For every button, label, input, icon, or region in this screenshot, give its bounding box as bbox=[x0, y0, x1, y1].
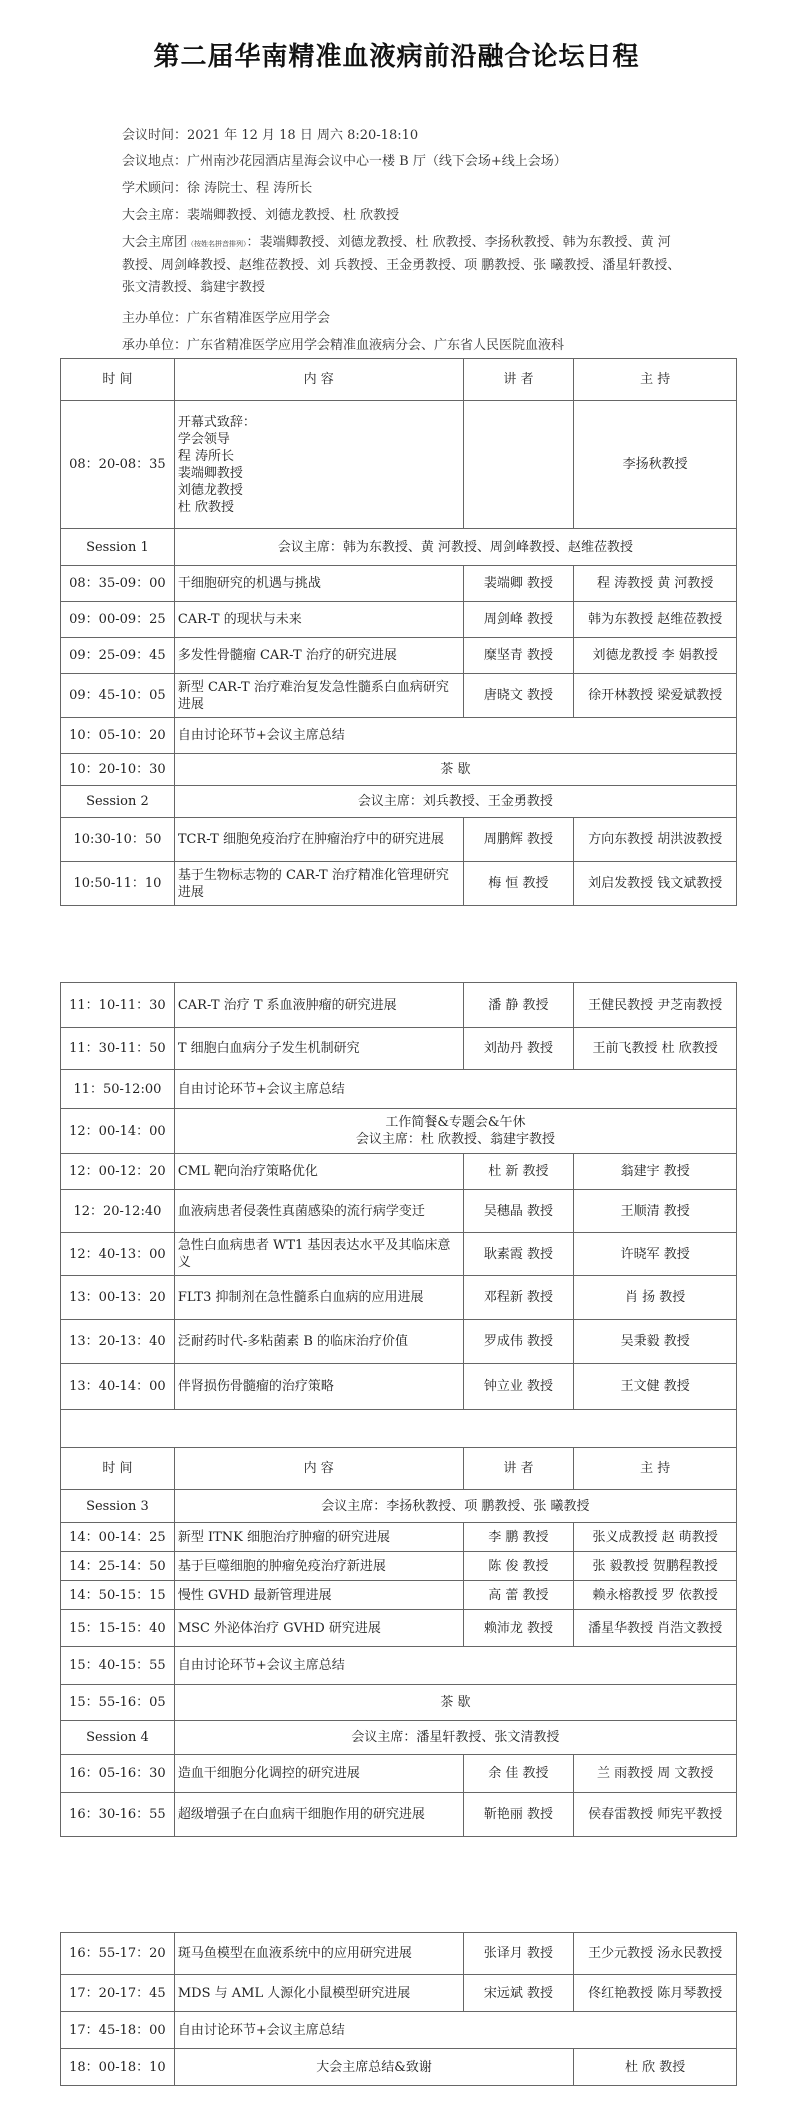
row-host: 方向东教授 胡洪波教授 bbox=[574, 818, 737, 862]
row-host: 王少元教授 汤永民教授 bbox=[574, 1933, 737, 1975]
row-time: 15：15-15：40 bbox=[61, 1610, 175, 1647]
row-content: 茶 歇 bbox=[174, 754, 736, 786]
row-time: 14：50-15：15 bbox=[61, 1581, 175, 1610]
row-speaker: 糜坚青 教授 bbox=[463, 638, 574, 674]
presidium-label: 大会主席团 bbox=[122, 235, 188, 250]
row-content: 大会主席总结&致谢 bbox=[174, 2049, 573, 2086]
table-row bbox=[61, 983, 737, 1028]
schedule-table-midday bbox=[60, 982, 737, 1837]
row-time: 09：00-09：25 bbox=[61, 602, 175, 638]
table-row bbox=[61, 1190, 737, 1233]
header-host: 主 持 bbox=[574, 359, 737, 401]
row-content: 干细胞研究的机遇与挑战 bbox=[174, 566, 463, 602]
lunch-chairs: 会议主席：杜 欣教授、翁建宇教授 bbox=[355, 1132, 555, 1147]
row-content: 急性白血病患者 WT1 基因表达水平及其临床意义 bbox=[174, 1233, 463, 1276]
row-time: 12：40-13：00 bbox=[61, 1233, 175, 1276]
row-content: 茶 歇 bbox=[174, 1685, 736, 1721]
lunch-title: 工作简餐&专题会&午休 bbox=[385, 1115, 526, 1130]
row-host: 刘德龙教授 李 娟教授 bbox=[574, 638, 737, 674]
row-time: 16：05-16：30 bbox=[61, 1755, 175, 1793]
session-row bbox=[61, 1721, 737, 1755]
table-row bbox=[61, 1610, 737, 1647]
row-time: 13：20-13：40 bbox=[61, 1320, 175, 1364]
row-content: 多发性骨髓瘤 CAR-T 治疗的研究进展 bbox=[174, 638, 463, 674]
row-time: 08：35-09：00 bbox=[61, 566, 175, 602]
table-row bbox=[61, 1154, 737, 1190]
row-time: 18：00-18：10 bbox=[61, 2049, 175, 2086]
row-content: 新型 ITNK 细胞治疗肿瘤的研究进展 bbox=[174, 1523, 463, 1552]
table-header-row bbox=[61, 359, 737, 401]
row-content: 泛耐药时代-多粘菌素 B 的临床治疗价值 bbox=[174, 1320, 463, 1364]
row-speaker: 宋远斌 教授 bbox=[463, 1975, 574, 2012]
row-content: 慢性 GVHD 最新管理进展 bbox=[174, 1581, 463, 1610]
discussion-row bbox=[61, 718, 737, 754]
row-content: CAR-T 治疗 T 系血液肿瘤的研究进展 bbox=[174, 983, 463, 1028]
session-label: Session 3 bbox=[61, 1490, 175, 1523]
row-host: 刘启发教授 钱文斌教授 bbox=[574, 862, 737, 906]
row-speaker: 张译月 教授 bbox=[463, 1933, 574, 1975]
table-row bbox=[61, 1552, 737, 1581]
presidium-note: （按姓名拼音排列） bbox=[187, 240, 247, 248]
row-host: 吴秉毅 教授 bbox=[574, 1320, 737, 1364]
table-row bbox=[61, 1975, 737, 2012]
row-speaker: 邓程新 教授 bbox=[463, 1276, 574, 1320]
header-time: 时 间 bbox=[61, 1448, 175, 1490]
row-host: 赖永榕教授 罗 依教授 bbox=[574, 1581, 737, 1610]
row-time: 13：00-13：20 bbox=[61, 1276, 175, 1320]
table-row bbox=[61, 566, 737, 602]
row-speaker: 周鹏辉 教授 bbox=[463, 818, 574, 862]
row-host: 许晓军 教授 bbox=[574, 1233, 737, 1276]
row-speaker: 耿素霞 教授 bbox=[463, 1233, 574, 1276]
row-host: 韩为东教授 赵维莅教授 bbox=[574, 602, 737, 638]
tea-break-row bbox=[61, 1685, 737, 1721]
row-host: 侯春雷教授 师宪平教授 bbox=[574, 1793, 737, 1837]
row-time: 11：30-11：50 bbox=[61, 1028, 175, 1070]
row-speaker: 吴穗晶 教授 bbox=[463, 1190, 574, 1233]
table-row bbox=[61, 1320, 737, 1364]
table-row bbox=[61, 638, 737, 674]
row-host: 王文健 教授 bbox=[574, 1364, 737, 1410]
table-row bbox=[61, 1276, 737, 1320]
opening-content: 开幕式致辞： 学会领导 程 涛所长 裴端卿教授 刘德龙教授 杜 欣教授 bbox=[174, 401, 463, 529]
row-time: 12：20-12:40 bbox=[61, 1190, 175, 1233]
row-content: FLT3 抑制剂在急性髓系白血病的应用进展 bbox=[174, 1276, 463, 1320]
row-content: 新型 CAR-T 治疗难治复发急性髓系白血病研究进展 bbox=[174, 674, 463, 718]
row-content: 伴肾损伤骨髓瘤的治疗策略 bbox=[174, 1364, 463, 1410]
lunch-row bbox=[61, 1109, 737, 1154]
row-speaker: 钟立业 教授 bbox=[463, 1364, 574, 1410]
presidium bbox=[122, 232, 682, 299]
row-time: 17：20-17：45 bbox=[61, 1975, 175, 2012]
tea-break-row bbox=[61, 754, 737, 786]
session-chairs: 会议主席：韩为东教授、黄 河教授、周剑峰教授、赵维莅教授 bbox=[174, 529, 736, 566]
row-host: 程 涛教授 黄 河教授 bbox=[574, 566, 737, 602]
row-host: 佟红艳教授 陈月琴教授 bbox=[574, 1975, 737, 2012]
academic-advisor: 学术顾问：徐 涛院士、程 涛所长 bbox=[122, 181, 313, 196]
row-host: 翁建宇 教授 bbox=[574, 1154, 737, 1190]
row-content: 基于生物标志物的 CAR-T 治疗精准化管理研究进展 bbox=[174, 862, 463, 906]
row-speaker bbox=[463, 401, 574, 529]
row-content: CML 靶向治疗策略优化 bbox=[174, 1154, 463, 1190]
session-label: Session 4 bbox=[61, 1721, 175, 1755]
row-time: 08：20-08：35 bbox=[61, 401, 175, 529]
row-host: 李扬秋教授 bbox=[574, 401, 737, 529]
discussion-row bbox=[61, 2012, 737, 2049]
row-content: 基于巨噬细胞的肿瘤免疫治疗新进展 bbox=[174, 1552, 463, 1581]
table-row bbox=[61, 818, 737, 862]
table-row bbox=[61, 674, 737, 718]
row-host: 潘星华教授 肖浩文教授 bbox=[574, 1610, 737, 1647]
lunch-content bbox=[174, 1109, 736, 1154]
row-time: 12：00-14：00 bbox=[61, 1109, 175, 1154]
session-chairs: 会议主席：李扬秋教授、项 鹏教授、张 曦教授 bbox=[174, 1490, 736, 1523]
row-content: 自由讨论环节+会议主席总结 bbox=[174, 2012, 736, 2049]
row-host: 王前飞教授 杜 欣教授 bbox=[574, 1028, 737, 1070]
row-speaker: 潘 静 教授 bbox=[463, 983, 574, 1028]
table-row bbox=[61, 1364, 737, 1410]
row-speaker: 陈 俊 教授 bbox=[463, 1552, 574, 1581]
row-time: 14：00-14：25 bbox=[61, 1523, 175, 1552]
row-host: 杜 欣 教授 bbox=[574, 2049, 737, 2086]
row-content: T 细胞白血病分子发生机制研究 bbox=[174, 1028, 463, 1070]
row-content: 自由讨论环节+会议主席总结 bbox=[174, 1647, 736, 1685]
discussion-row bbox=[61, 1647, 737, 1685]
row-speaker: 刘劼丹 教授 bbox=[463, 1028, 574, 1070]
page-title: 第二届华南精准血液病前沿融合论坛日程 bbox=[153, 42, 640, 72]
row-content: 自由讨论环节+会议主席总结 bbox=[174, 718, 736, 754]
row-time: 15：40-15：55 bbox=[61, 1647, 175, 1685]
table-row bbox=[61, 1581, 737, 1610]
row-time: 10:30-10：50 bbox=[61, 818, 175, 862]
row-content: 血液病患者侵袭性真菌感染的流行病学变迁 bbox=[174, 1190, 463, 1233]
row-speaker: 罗成伟 教授 bbox=[463, 1320, 574, 1364]
session-chairs: 会议主席：刘兵教授、王金勇教授 bbox=[174, 786, 736, 818]
row-content: 超级增强子在白血病干细胞作用的研究进展 bbox=[174, 1793, 463, 1837]
row-host: 张义成教授 赵 萌教授 bbox=[574, 1523, 737, 1552]
table-row bbox=[61, 1933, 737, 1975]
table-row bbox=[61, 1028, 737, 1070]
schedule-table-morning bbox=[60, 358, 737, 906]
row-speaker: 杜 新 教授 bbox=[463, 1154, 574, 1190]
row-time: 10：05-10：20 bbox=[61, 718, 175, 754]
table-row bbox=[61, 862, 737, 906]
row-speaker: 余 佳 教授 bbox=[463, 1755, 574, 1793]
row-content: 自由讨论环节+会议主席总结 bbox=[174, 1070, 736, 1109]
presidium-text: ：裴端卿教授、刘德龙教授、杜 欣教授、李扬秋教授、韩为东教授、黄 河教授、周剑峰教授、赵维莅教授、刘 兵教授、王金勇教授、项 鹏教授、张 曦教授、潘星轩教授、张文清教授、翁建宇教授 bbox=[122, 235, 681, 295]
session-label: Session 1 bbox=[61, 529, 175, 566]
row-host: 王健民教授 尹芝南教授 bbox=[574, 983, 737, 1028]
conference-chair: 大会主席：裴端卿教授、刘德龙教授、杜 欣教授 bbox=[122, 208, 400, 223]
row-time: 14：25-14：50 bbox=[61, 1552, 175, 1581]
row-speaker: 唐晓文 教授 bbox=[463, 674, 574, 718]
row-speaker: 赖沛龙 教授 bbox=[463, 1610, 574, 1647]
empty-cell bbox=[61, 1410, 737, 1448]
header-speaker: 讲 者 bbox=[463, 359, 574, 401]
row-time: 16：55-17：20 bbox=[61, 1933, 175, 1975]
session-label: Session 2 bbox=[61, 786, 175, 818]
row-host: 王顺清 教授 bbox=[574, 1190, 737, 1233]
row-time: 09：25-09：45 bbox=[61, 638, 175, 674]
table-row bbox=[61, 602, 737, 638]
row-content: TCR-T 细胞免疫治疗在肿瘤治疗中的研究进展 bbox=[174, 818, 463, 862]
row-host: 肖 扬 教授 bbox=[574, 1276, 737, 1320]
session-chairs: 会议主席：潘星轩教授、张文清教授 bbox=[174, 1721, 736, 1755]
row-host: 张 毅教授 贺鹏程教授 bbox=[574, 1552, 737, 1581]
row-time: 11：50-12:00 bbox=[61, 1070, 175, 1109]
row-time: 11：10-11：30 bbox=[61, 983, 175, 1028]
row-host: 徐开林教授 梁爱斌教授 bbox=[574, 674, 737, 718]
row-time: 10:50-11：10 bbox=[61, 862, 175, 906]
meeting-place: 会议地点：广州南沙花园酒店星海会议中心一楼 B 厅（线下会场+线上会场） bbox=[122, 154, 567, 169]
table-row bbox=[61, 1233, 737, 1276]
row-content: MDS 与 AML 人源化小鼠模型研究进展 bbox=[174, 1975, 463, 2012]
row-content: 斑马鱼模型在血液系统中的应用研究进展 bbox=[174, 1933, 463, 1975]
schedule-table-afternoon bbox=[60, 1932, 737, 2086]
session-row bbox=[61, 786, 737, 818]
header-time: 时 间 bbox=[61, 359, 175, 401]
row-time: 09：45-10：05 bbox=[61, 674, 175, 718]
row-time: 17：45-18：00 bbox=[61, 2012, 175, 2049]
table-row bbox=[61, 1755, 737, 1793]
header-host: 主 持 bbox=[574, 1448, 737, 1490]
row-content: CAR-T 的现状与未来 bbox=[174, 602, 463, 638]
header-content: 内 容 bbox=[174, 359, 463, 401]
row-time: 12：00-12：20 bbox=[61, 1154, 175, 1190]
row-time: 13：40-14：00 bbox=[61, 1364, 175, 1410]
row-speaker: 裴端卿 教授 bbox=[463, 566, 574, 602]
row-speaker: 李 鹏 教授 bbox=[463, 1523, 574, 1552]
meeting-time: 会议时间：2021 年 12 月 18 日 周六 8:20-18:10 bbox=[122, 128, 419, 143]
session-row bbox=[61, 1490, 737, 1523]
row-speaker: 周剑峰 教授 bbox=[463, 602, 574, 638]
row-time: 16：30-16：55 bbox=[61, 1793, 175, 1837]
row-speaker: 梅 恒 教授 bbox=[463, 862, 574, 906]
row-speaker: 高 蕾 教授 bbox=[463, 1581, 574, 1610]
discussion-row bbox=[61, 1070, 737, 1109]
host-unit: 主办单位：广东省精准医学应用学会 bbox=[122, 311, 331, 326]
closing-row bbox=[61, 2049, 737, 2086]
row-host: 兰 雨教授 周 文教授 bbox=[574, 1755, 737, 1793]
row-time: 10：20-10：30 bbox=[61, 754, 175, 786]
row-time: 15：55-16：05 bbox=[61, 1685, 175, 1721]
opening-row bbox=[61, 401, 737, 529]
header-speaker: 讲 者 bbox=[463, 1448, 574, 1490]
row-content: 造血干细胞分化调控的研究进展 bbox=[174, 1755, 463, 1793]
table-row bbox=[61, 1793, 737, 1837]
header-content: 内 容 bbox=[174, 1448, 463, 1490]
row-speaker: 靳艳丽 教授 bbox=[463, 1793, 574, 1837]
row-content: MSC 外泌体治疗 GVHD 研究进展 bbox=[174, 1610, 463, 1647]
table-header-row bbox=[61, 1448, 737, 1490]
table-row bbox=[61, 1523, 737, 1552]
session-row bbox=[61, 529, 737, 566]
organizer-unit: 承办单位：广东省精准医学应用学会精准血液病分会、广东省人民医院血液科 bbox=[122, 338, 565, 353]
spacer-row bbox=[61, 1410, 737, 1448]
